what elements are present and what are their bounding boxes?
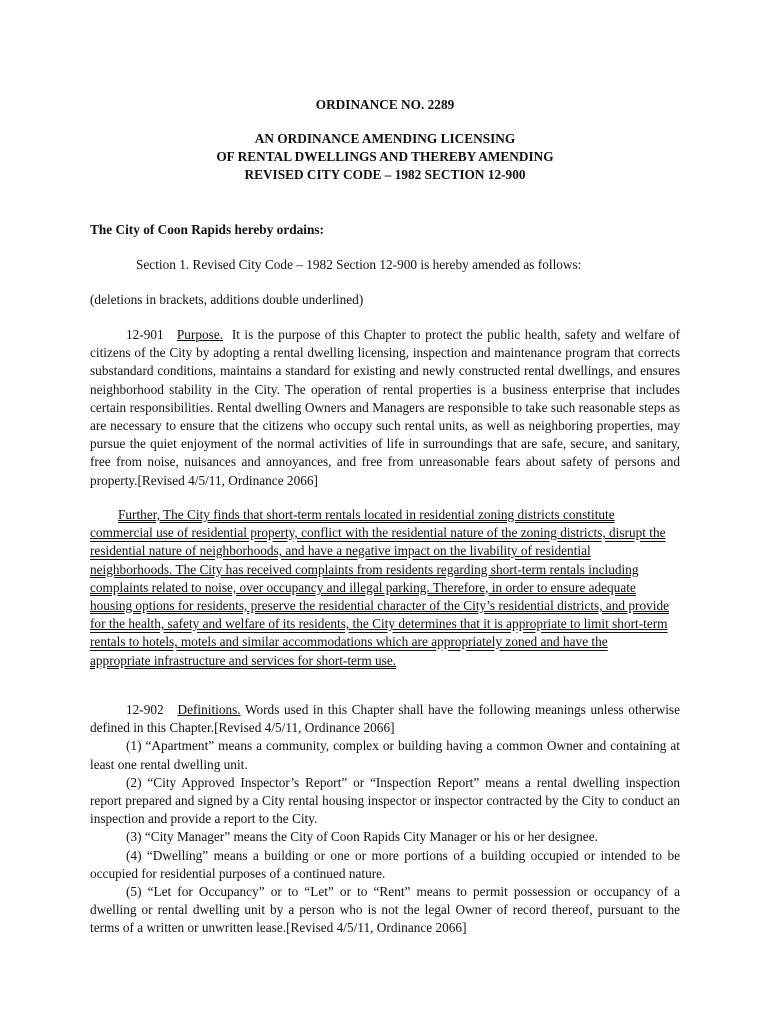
definition-item	[90, 883, 680, 938]
title-line-2: OF RENTAL DWELLINGS AND THEREBY AMENDING	[216, 149, 554, 164]
section-12-901	[90, 326, 680, 490]
definition-text: (4) “Dwelling” means a building or one or more portions of a building occupied or intended to be occupied for residential purposes of a continued nature.	[90, 847, 680, 881]
title-line-1: AN ORDINANCE AMENDING LICENSING	[254, 131, 516, 146]
definition-text: (1) “Apartment” means a community, complex or building having a common Owner and containing at least one rental dwelling unit.	[90, 738, 680, 772]
ordains-statement: The City of Coon Rapids hereby ordains:	[90, 222, 324, 237]
definition-item	[90, 847, 680, 883]
section-intro: Words used in this Chapter shall have the following meanings unless otherwise defined in this Chapter.[Revised 4/5/11, Ordinance 2066]	[90, 702, 680, 736]
section-body: It is the purpose of this Chapter to protect the public health, safety and welfare of citizens of the City by adopting a rental dwelling licensing, inspection and maintenance program that corrects substandard conditions, maintains a standard for existing and newly constructed rental dwellings, and ensures neighborhood stability in the City. The operation of rental properties is a business enterprise that includes certain responsibilities. Rental dwelling Owners and Managers are responsible to take such reasonable steps as are necessary to ensure that the citizens who occupy such rental units, as well as neighboring properties, may pursue the quiet enjoyment of the normal activities of life in surroundings that are safe, secure, and sanitary, free from noise, nuisances and annoyances, and free from unreasonable fears about safety of persons and property.[Revised 4/5/11, Ordinance 2066]	[90, 327, 680, 488]
title-line-3: REVISED CITY CODE – 1982 SECTION 12-900	[244, 167, 526, 182]
definition-text: (2) “City Approved Inspector’s Report” or “Inspection Report” means a rental dwelling inspection report prepared and signed by a City rental housing inspector or inspector contracted by the City to conduct an inspection and provide a report to the City.	[90, 774, 680, 827]
amendment-note: (deletions in brackets, additions double underlined)	[90, 292, 364, 307]
section-12-901-addition	[90, 506, 670, 670]
section-number: 12-902	[126, 702, 164, 717]
added-text: Further, The City finds that short-term rentals located in residential zoning districts constitute commercial use of residential property, conflict with the residential nature of the zoning districts, disrupt the residential nature of neighborhoods, and have a negative impact on the livability of residential neighborhoods. The City has received complaints from residents regarding short-term rentals including complaints related to noise, over occupancy and illegal parking. Therefore, in order to ensure adequate housing options for residents, preserve the residential character of the City’s residential districts, and provide for the health, safety and welfare of its residents, the City determines that it is appropriate to limit short-term rentals to hotels, motels and similar accommodations which are appropriately zoned and have the appropriate infrastructure and services for short-term use.	[90, 507, 669, 668]
section-heading: Definitions.	[177, 702, 241, 717]
section-1-statement: Section 1. Revised City Code – 1982 Section 12-900 is hereby amended as follows:	[136, 257, 582, 272]
definition-text: (3) “City Manager” means the City of Coon Rapids City Manager or his or her designee.	[126, 829, 598, 845]
definition-item	[90, 737, 680, 773]
definitions-intro	[90, 701, 680, 737]
section-12-902	[90, 701, 680, 938]
ordinance-number: ORDINANCE NO. 2289	[315, 97, 455, 112]
definition-item	[90, 774, 680, 829]
definition-item	[90, 828, 680, 846]
section-heading: Purpose.	[176, 327, 224, 342]
definition-text: (5) “Let for Occupancy” or to “Let” or to “Rent” means to permit possession or occupancy of a dwelling or rental dwelling unit by a person who is not the legal Owner of record thereof, pursuant to the terms of a written or unwritten lease.[Revised 4/5/11, Ordinance 2066]	[90, 884, 680, 936]
section-number: 12-901	[126, 327, 164, 342]
